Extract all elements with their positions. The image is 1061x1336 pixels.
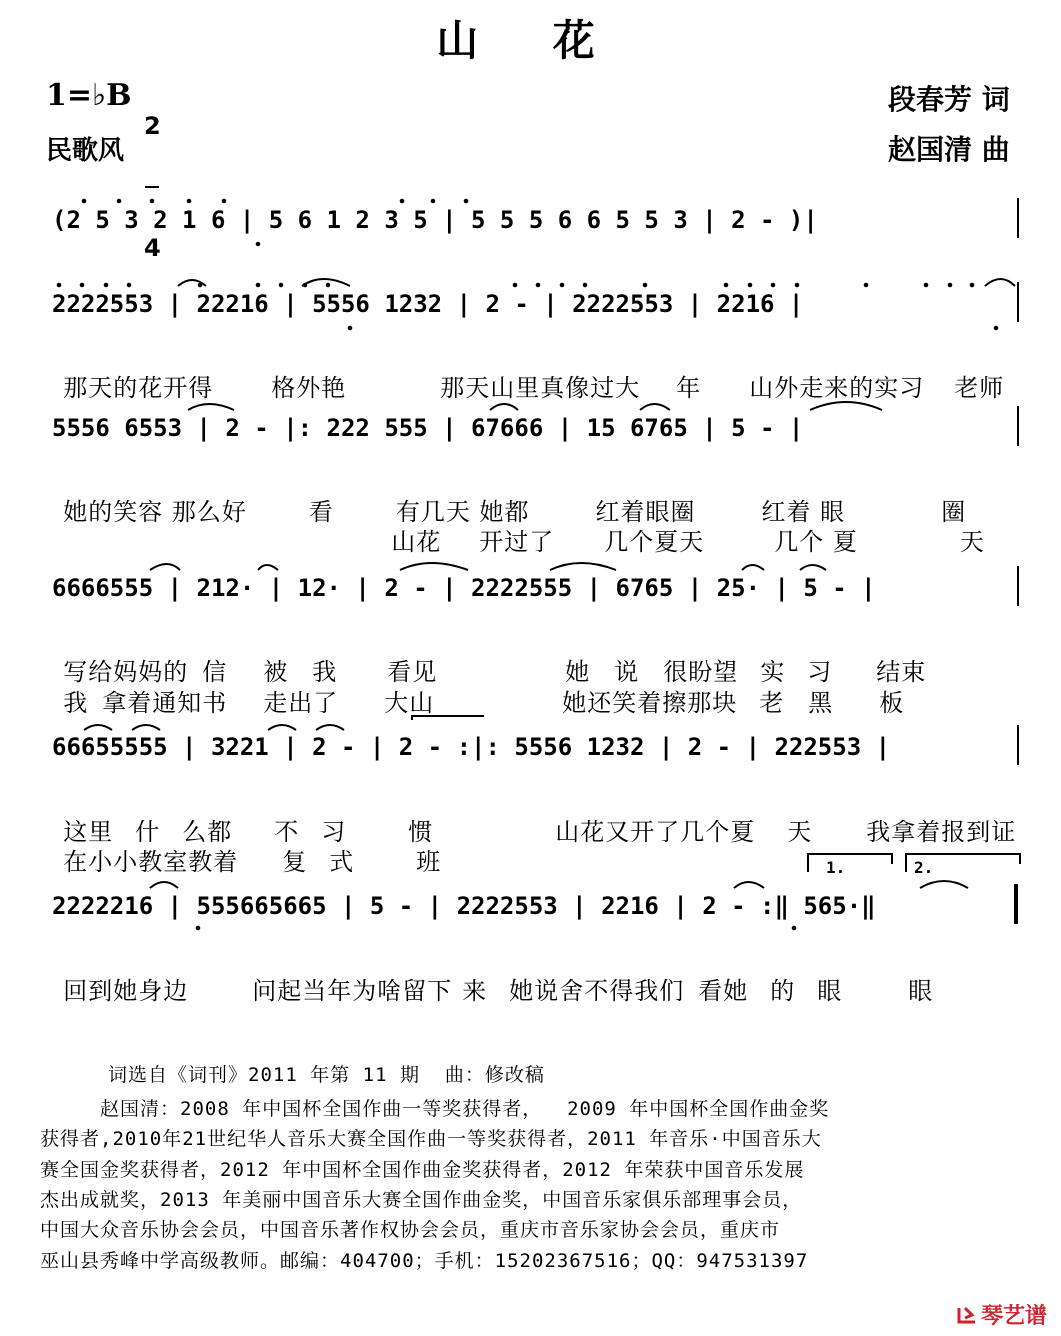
notation-line-1: (2 5 3 2 1 6 | 5 6 1 2 3 5 | 5 5 5 6 6 5 5 3 | 2 - )| [52,206,818,234]
footer-bio-line: 赛全国金奖获得者，2012 年中国杯全国作曲金奖获得者，2012 年荣获中国音乐发展 [40,1159,805,1181]
lyric: 山花又开了几个夏 [555,818,756,846]
watermark-logo [941,1274,1047,1330]
volta-1-label: 1. [826,858,846,877]
lyric: 什 [135,818,161,846]
lyric: 几个夏天 [604,528,705,556]
key-signature: 1=♭B [46,78,132,113]
song-title: 山 花 [436,16,625,65]
lyric: 她的笑容 那么好 [63,498,247,526]
lyric: 她 [565,658,591,686]
watermark-text: 琴艺谱 [980,1304,1047,1329]
lyric: 回到她身边 [63,977,189,1005]
footer-source: 词选自《词刊》2011 年第 11 期 曲：修改稿 [108,1064,545,1086]
time-denominator: 4 [144,234,161,262]
lyric: 这里 [63,818,114,846]
lyric: 我 [63,689,89,717]
lyric: 开过了 [479,528,555,556]
lyric: 老 [759,689,785,717]
time-signature [144,66,161,284]
watermark-icon [956,1304,978,1326]
lyric: 问起当年为啥留下 [252,977,453,1005]
lyric: 习 [321,818,347,846]
notation-line-4: 6666555 | 212· | 12· | 2 - | 2222555 | 6765 | 25· | 5 - | [52,574,876,602]
notation-line-6: 2222216 | 555665665 | 5 - | 2222553 | 2216 | 2 - :‖ 565·‖ [52,892,876,920]
lyric: 她还笑着擦那块 [562,689,738,717]
time-fraction-bar [145,186,159,188]
footer-bio-line: 获得者,2010年21世纪华人音乐大赛全国作曲一等奖获得者，2011 年音乐·中国音乐大 [40,1128,822,1150]
lyric: 那天的花开得 [63,374,214,402]
lyric: 有几天 她都 [395,498,530,526]
lyric: 几个 夏 [774,528,858,556]
lyric: 天 [787,818,813,846]
lyric: 年 [676,374,702,402]
lyric: 走出了 [263,689,339,717]
composer-credit: 赵国清 曲 [888,133,1010,166]
lyric-line-8 [46,943,933,1006]
lyric: 山花 [391,528,442,556]
lyric-line-1 [46,340,1004,403]
lyric: 复 [282,848,308,876]
lyric: 眼 [817,977,843,1005]
lyric: 眼 [908,977,934,1005]
lyric: 么都 [182,818,233,846]
lyric: 被 [263,658,289,686]
lyric: 式 [329,848,355,876]
lyric: 那天山里真像过大 [440,374,641,402]
lyric: 拿着通知书 [102,689,228,717]
lyric-line-5 [46,655,904,718]
notation-line-2: 2222553 | 22216 | 5556 1232 | 2 - | 2222553 | 2216 | [52,290,804,318]
lyric: 红着眼圈 [595,498,696,526]
lyric: 不 [274,818,300,846]
lyric: 大山 [384,689,435,717]
lyric: 来 [462,977,488,1005]
lyric-line-3 [374,494,985,557]
footer-bio-line: 赵国清：2008 年中国杯全国作曲一等奖获得者， 2009 年中国杯全国作曲金奖 [100,1098,830,1120]
lyric: 很盼望 [663,658,739,686]
footer-bio-line: 杰出成就奖，2013 年美丽中国音乐大赛全国作曲金奖，中国音乐家俱乐部理事会员， [40,1189,803,1211]
lyric: 黑 [808,689,834,717]
lyric: 看 [308,498,334,526]
lyric: 的 [770,977,796,1005]
lyric: 习 [807,658,833,686]
lyric: 写给妈妈的 [63,658,189,686]
lyric: 看见 [387,658,438,686]
notation-line-5: 66655555 | 3221 | 2 - | 2 - :|: 5556 1232 | 2 - | 222553 | [52,733,891,761]
lyric: 我拿着报到证 [866,818,1017,846]
time-numerator: 2 [144,112,161,140]
footer-bio-line: 中国大众音乐协会会员，中国音乐著作权协会会员，重庆市音乐家协会会员，重庆市 [40,1219,781,1241]
lyric: 老师 [954,374,1005,402]
lyric: 格外艳 [271,374,347,402]
lyricist-credit: 段春芳 词 [888,83,1010,116]
lyric: 板 [879,689,905,717]
footer-bio-line: 巫山县秀峰中学高级教师。邮编：404700；手机：15202367516；QQ：947531397 [40,1250,809,1272]
style-marking: 民歌风 [46,136,125,166]
lyric: 她说舍不得我们 [509,977,685,1005]
lyric: 山外走来的实习 [749,374,925,402]
lyric: 在小小教室教着 [63,848,239,876]
lyric: 实 [760,658,786,686]
lyric: 惯 [408,818,434,846]
lyric: 我 [312,658,338,686]
lyric: 结束 [876,658,927,686]
lyric: 看她 [698,977,749,1005]
lyric-line-7 [46,814,441,877]
volta-2-label: 2. [914,858,934,877]
lyric: 天 [959,528,985,556]
lyric: 班 [416,848,442,876]
lyric: 信 [202,658,228,686]
lyric: 红着 眼 [761,498,846,526]
lyric: 圈 [941,498,967,526]
lyric: 说 [614,658,640,686]
notation-line-3: 5556 6553 | 2 - |: 222 555 | 67666 | 15 6765 | 5 - | [52,414,804,442]
